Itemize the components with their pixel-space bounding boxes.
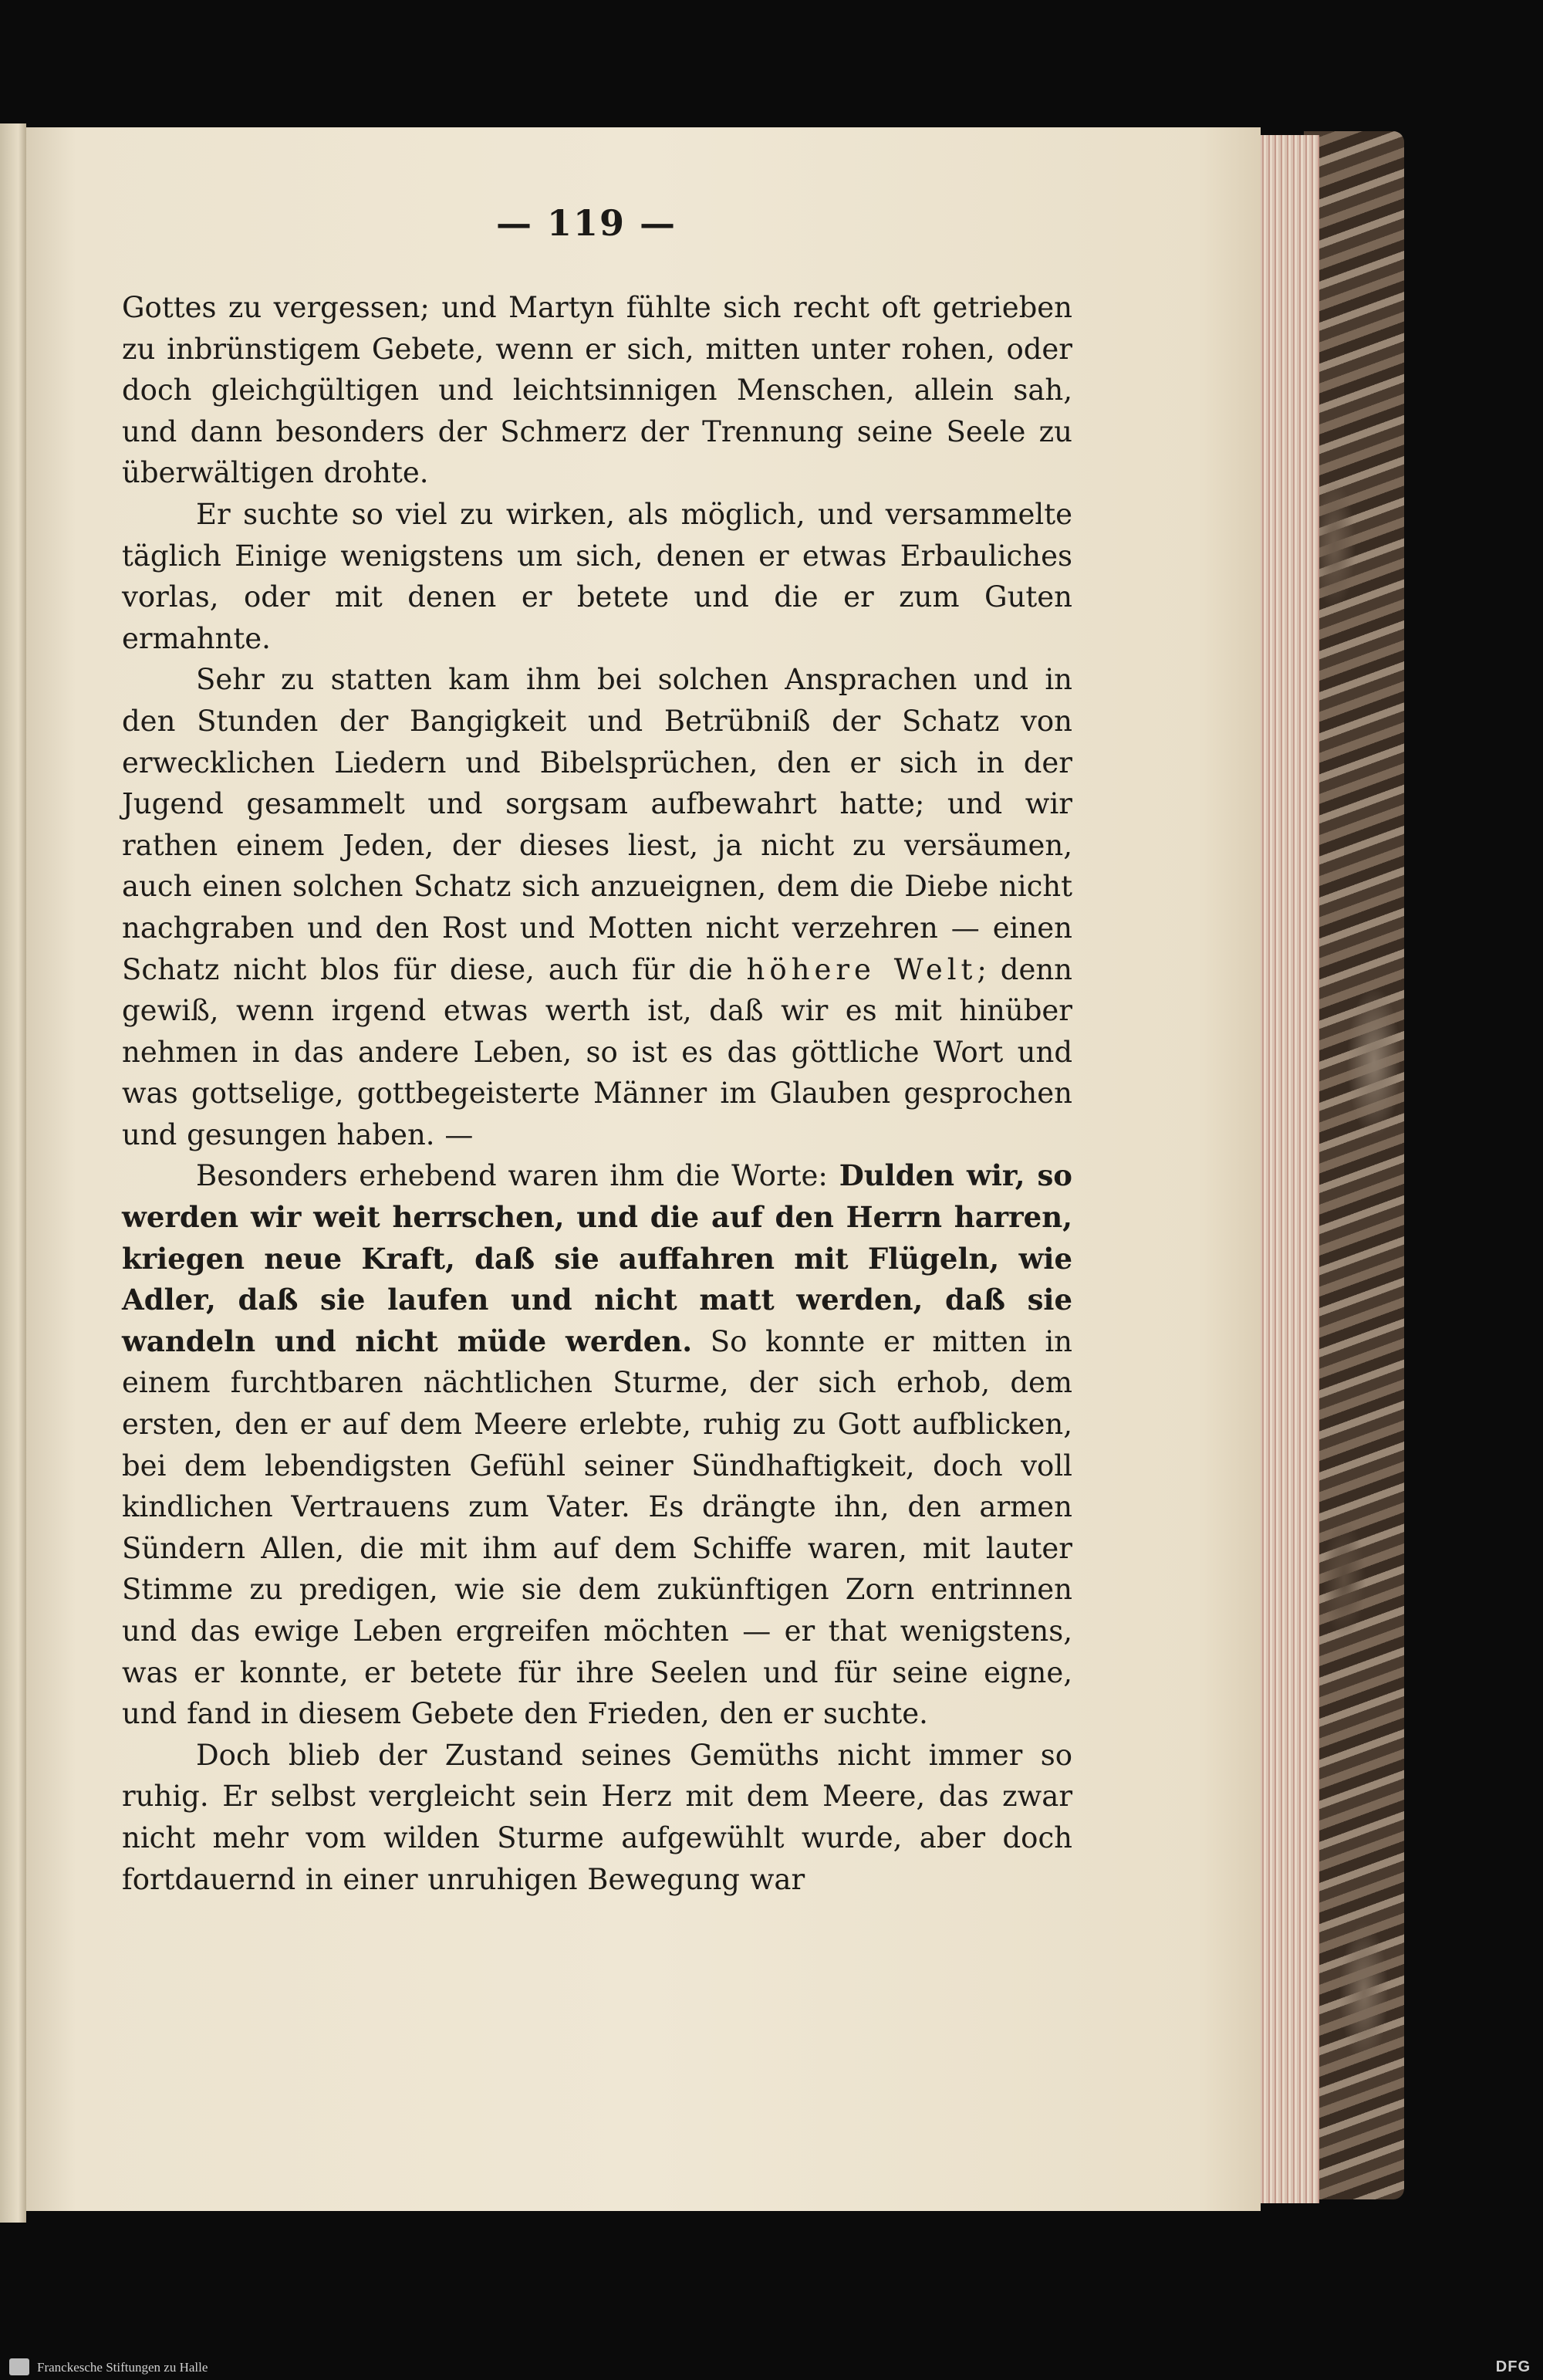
page-number: — 119 — bbox=[495, 202, 677, 244]
footer-dfg-label: DFG bbox=[1495, 2358, 1531, 2375]
footer-bar bbox=[0, 2354, 1543, 2380]
paragraph-4 bbox=[122, 1155, 1072, 1734]
institution-logo-icon bbox=[9, 2358, 29, 2375]
text-segment: Gottes zu vergessen; und Martyn fühlte sich recht oft getrieben zu inbrünstigem Gebete, wenn er sich, mitten unter rohen, oder doch gleichgültigen und leichtsinnigen Menschen, allein sah, und dann besonders der Schmerz der Trennung seine Seele zu überwältigen drohte. bbox=[122, 291, 1072, 490]
left-page-edge bbox=[0, 123, 26, 2223]
text-segment: ; denn gewiß, wenn irgend etwas werth ist, daß wir es mit hinüber nehmen in das andere Leben, so ist es das göttliche Wort und was gottselige, gottbegeisterte Männer im Glauben gesprochen und gesungen haben. — bbox=[122, 952, 1073, 1151]
paragraph-1 bbox=[122, 287, 1072, 494]
text-segment: Doch blieb der Zustand seines Gemüths nicht immer so ruhig. Er selbst vergleicht sein Herz mit dem Meere, das zwar nicht mehr vom wilden Sturme aufgewühlt wurde, aber doch fortdauernd in einer unruhigen Bewegung war bbox=[122, 1738, 1072, 1896]
footer-institution-label: Franckesche Stiftungen zu Halle bbox=[37, 2360, 208, 2375]
text-segment: höhere Welt bbox=[746, 952, 977, 986]
paragraph-3 bbox=[122, 659, 1072, 1155]
text-segment: Sehr zu statten kam ihm bei solchen Ansprachen und in den Stunden der Bangigkeit und Betrübniß der Schatz von erwecklichen Liedern und Bibelsprüchen, den er sich in der Jugend gesammelt und sorgsam aufbewahrt hatte; und wir rathen einem Jeden, der dieses liest, ja nicht zu versäumen, auch einen solchen Schatz sich anzueignen, dem die Diebe nicht nachgraben und den Rost und Motten nicht verzehren — einen Schatz nicht blos für diese, auch für die bbox=[122, 663, 1072, 986]
text-segment: Er suchte so viel zu wirken, als möglich, und versammelte täglich Einige wenigstens um sich, denen er etwas Erbauliches vorlas, oder mit denen er betete und die er zum Guten ermahnte. bbox=[122, 497, 1072, 655]
text-segment: Dulden wir, so werden wir weit herrschen, und die auf den Herrn harren, kriegen neue Kraft, daß sie auffahren mit Flügeln, wie Adler, daß sie laufen und nicht matt werden, daß sie wandeln und nicht müde werden. bbox=[122, 1158, 1072, 1358]
page-leaves-edge bbox=[1254, 135, 1319, 2203]
text-segment: So konnte er mitten in einem furchtbaren nächtlichen Sturme, der sich erhob, dem ersten, den er auf dem Meere erlebte, ruhig zu Gott aufblicken, bei dem lebendigsten Gefühl seiner Sündhaftigkeit, doch voll kindlichen Vertrauens zum Vater. Es drängte ihn, den armen Sündern Allen, die mit ihm auf dem Schiffe waren, mit lauter Stimme zu predigen, wie sie dem zukünftigen Zorn entrinnen und das ewige Leben ergreifen möchten — er that wenigstens, was er konnte, er betete für ihre Seelen und für seine eigne, und fand in diesem Gebete den Frieden, den er suchte. bbox=[122, 1324, 1072, 1731]
page-body-text bbox=[122, 287, 1072, 1900]
text-segment: Besonders erhebend waren ihm die Worte: bbox=[196, 1159, 839, 1193]
paragraph-2 bbox=[122, 494, 1072, 659]
paragraph-5 bbox=[122, 1735, 1072, 1900]
